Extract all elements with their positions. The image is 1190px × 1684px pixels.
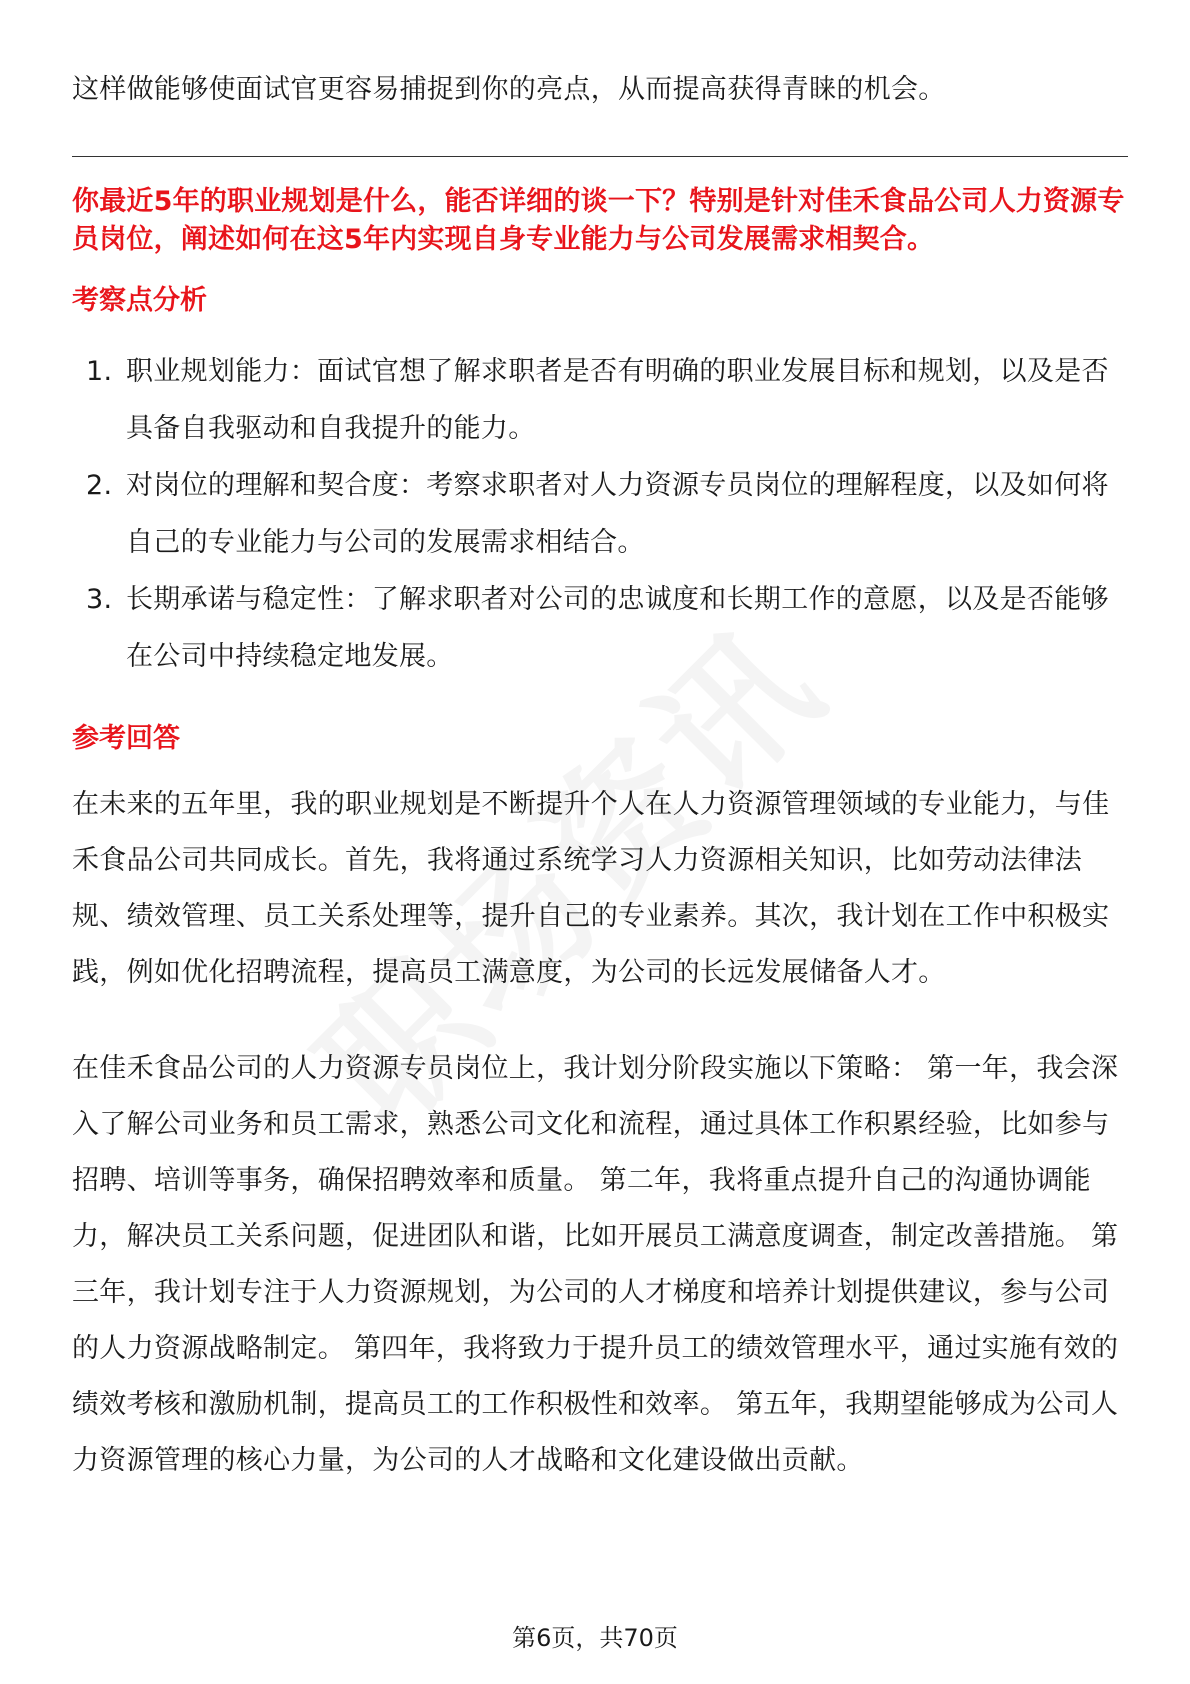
- list-item-number: 1.: [86, 356, 113, 387]
- list-item-text: 长期承诺与稳定性：了解求职者对公司的忠诚度和长期工作的意愿，以及是否能够在公司中持续稳定地发展。: [126, 584, 1109, 672]
- analysis-heading: 考察点分析: [72, 285, 207, 316]
- list-item-text: 对岗位的理解和契合度：考察求职者对人力资源专员岗位的理解程度，以及如何将自己的专业能力与公司的发展需求相结合。: [126, 470, 1109, 558]
- page-content: [72, 62, 1128, 1489]
- answer-heading: 参考回答: [72, 723, 180, 754]
- answer-paragraph-1: 在未来的五年里，我的职业规划是不断提升个人在人力资源管理领域的专业能力，与佳禾食品公司共同成长。首先，我将通过系统学习人力资源相关知识，比如劳动法律法规、绩效管理、员工关系处理等，提升自己的专业素养。其次，我计划在工作中积极实践，例如优化招聘流程，提高员工满意度，为公司的长远发展储备人才。: [72, 789, 1110, 988]
- intro-paragraph: 这样做能够使面试官更容易捕捉到你的亮点，从而提高获得青睐的机会。: [72, 74, 946, 105]
- interview-question: 你最近5年的职业规划是什么，能否详细的谈一下？特别是针对佳禾食品公司人力资源专员岗位，阐述如何在这5年内实现自身专业能力与公司发展需求相契合。: [72, 186, 1125, 255]
- list-item-number: 3.: [86, 584, 113, 615]
- list-item: [72, 457, 1128, 571]
- page-number: 第6页，共70页: [512, 1624, 678, 1652]
- list-item-number: 2.: [86, 470, 113, 501]
- list-item: [72, 343, 1128, 457]
- section-divider: [72, 156, 1128, 157]
- list-item-text: 职业规划能力：面试官想了解求职者是否有明确的职业发展目标和规划，以及是否具备自我驱动和自我提升的能力。: [126, 356, 1109, 444]
- analysis-list: [72, 343, 1128, 685]
- list-item: [72, 571, 1128, 685]
- answer-paragraph-2: 在佳禾食品公司的人力资源专员岗位上，我计划分阶段实施以下策略： 第一年，我会深入了解公司业务和员工需求，熟悉公司文化和流程，通过具体工作积累经验，比如参与招聘、培训等事务，确保招聘效率和质量。 第二年，我将重点提升自己的沟通协调能力，解决员工关系问题，促进团队和谐，比如开展员工满意度调查，制定改善措施。 第三年，我计划专注于人力资源规划，为公司的人才梯度和培养计划提供建议，参与公司的人力资源战略制定。 第四年，我将致力于提升员工的绩效管理水平，通过实施有效的绩效考核和激励机制，提高员工的工作积极性和效率。 第五年，我期望能够成为公司人力资源管理的核心力量，为公司的人才战略和文化建设做出贡献。: [72, 1053, 1119, 1476]
